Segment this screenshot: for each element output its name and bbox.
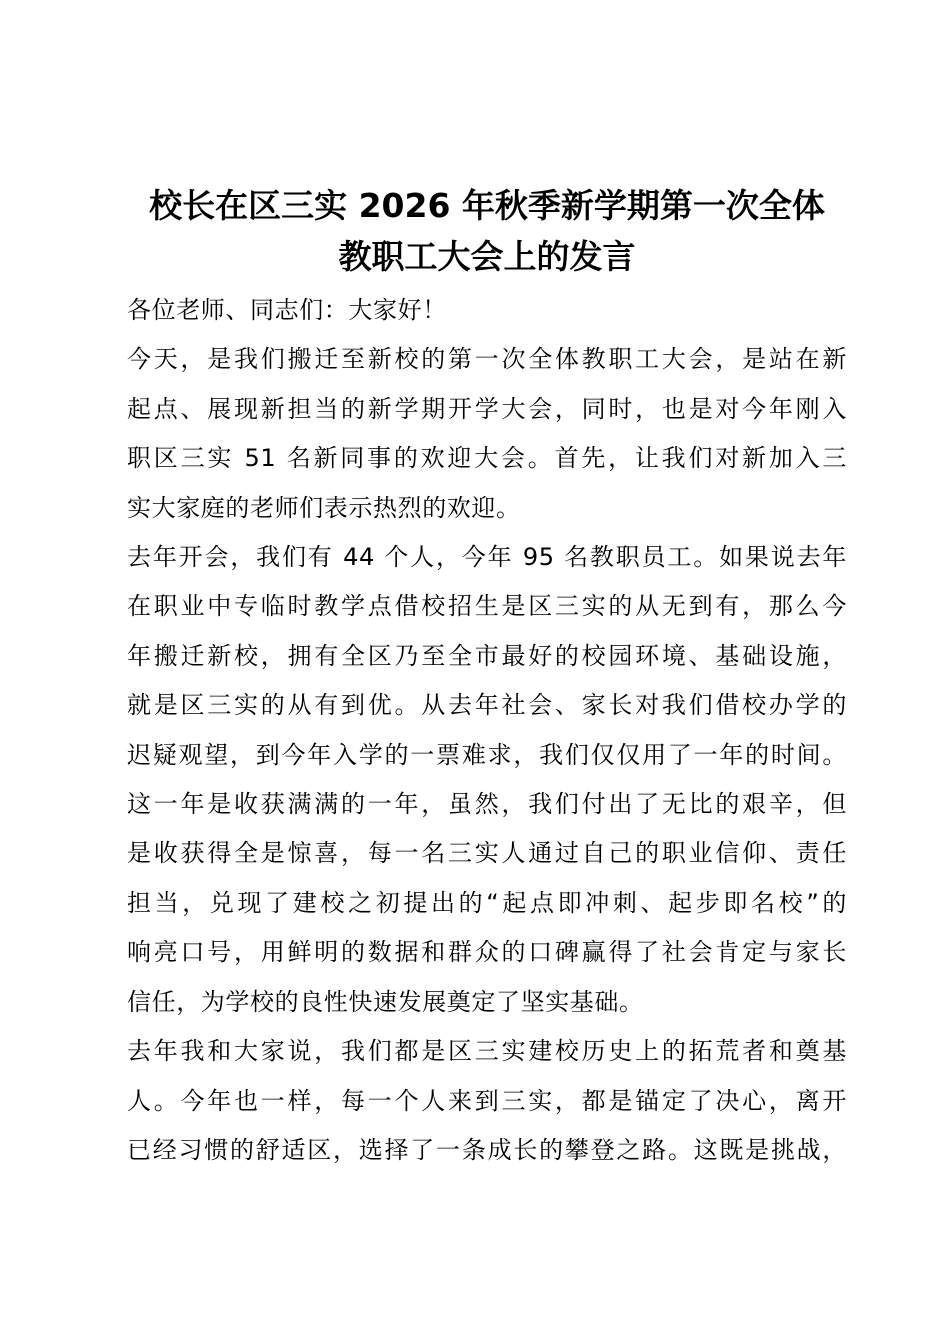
text-line: 已经习惯的舒适区，选择了一条成长的攀登之路。这既是挑战， xyxy=(127,1135,847,1164)
document-title xyxy=(99,180,875,282)
text-line: 信任，为学校的良性快速发展奠定了坚实基础。 xyxy=(127,987,644,1016)
text-line: 人。今年也一样，每一个人来到三实，都是锚定了决心，离开 xyxy=(127,1086,847,1115)
paragraph-greeting xyxy=(127,286,847,335)
text-line: 去年开会，我们有 44 个人，今年 95 名教职员工。如果说去年 xyxy=(127,543,847,572)
paragraph-review xyxy=(127,533,847,1027)
document-page xyxy=(127,180,847,1175)
title-line-1: 校长在区三实 2026 年秋季新学期第一次全体 xyxy=(149,186,825,225)
paragraph-intro xyxy=(127,335,847,533)
paragraph-pioneers xyxy=(127,1027,847,1175)
text-line: 各位老师、同志们：大家好！ xyxy=(127,296,447,324)
text-line: 在职业中专临时教学点借校招生是区三实的从无到有，那么今 xyxy=(127,592,847,621)
title-line-2: 教职工大会上的发言 xyxy=(338,237,636,276)
text-line: 去年我和大家说，我们都是区三实建校历史上的拓荒者和奠基 xyxy=(127,1037,847,1066)
text-line: 就是区三实的从有到优。从去年社会、家长对我们借校办学的 xyxy=(127,691,847,720)
text-line: 响亮口号，用鲜明的数据和群众的口碑赢得了社会肯定与家长 xyxy=(127,938,847,967)
text-line: 实大家庭的老师们表示热烈的欢迎。 xyxy=(127,493,521,522)
text-line: 这一年是收获满满的一年，虽然，我们付出了无比的艰辛，但 xyxy=(127,790,847,819)
text-line: 今天，是我们搬迁至新校的第一次全体教职工大会，是站在新 xyxy=(127,345,847,374)
text-line: 职区三实 51 名新同事的欢迎大会。首先，让我们对新加入三 xyxy=(127,444,847,473)
text-line: 起点、展现新担当的新学期开学大会，同时，也是对今年刚入 xyxy=(127,394,847,423)
text-line: 是收获得全是惊喜，每一名三实人通过自己的职业信仰、责任 xyxy=(127,839,847,868)
text-line: 迟疑观望，到今年入学的一票难求，我们仅仅用了一年的时间。 xyxy=(127,740,847,769)
text-line: 年搬迁新校，拥有全区乃至全市最好的校园环境、基础设施， xyxy=(127,641,847,670)
text-line: 担当，兑现了建校之初提出的“起点即冲刺、起步即名校”的 xyxy=(127,888,847,917)
